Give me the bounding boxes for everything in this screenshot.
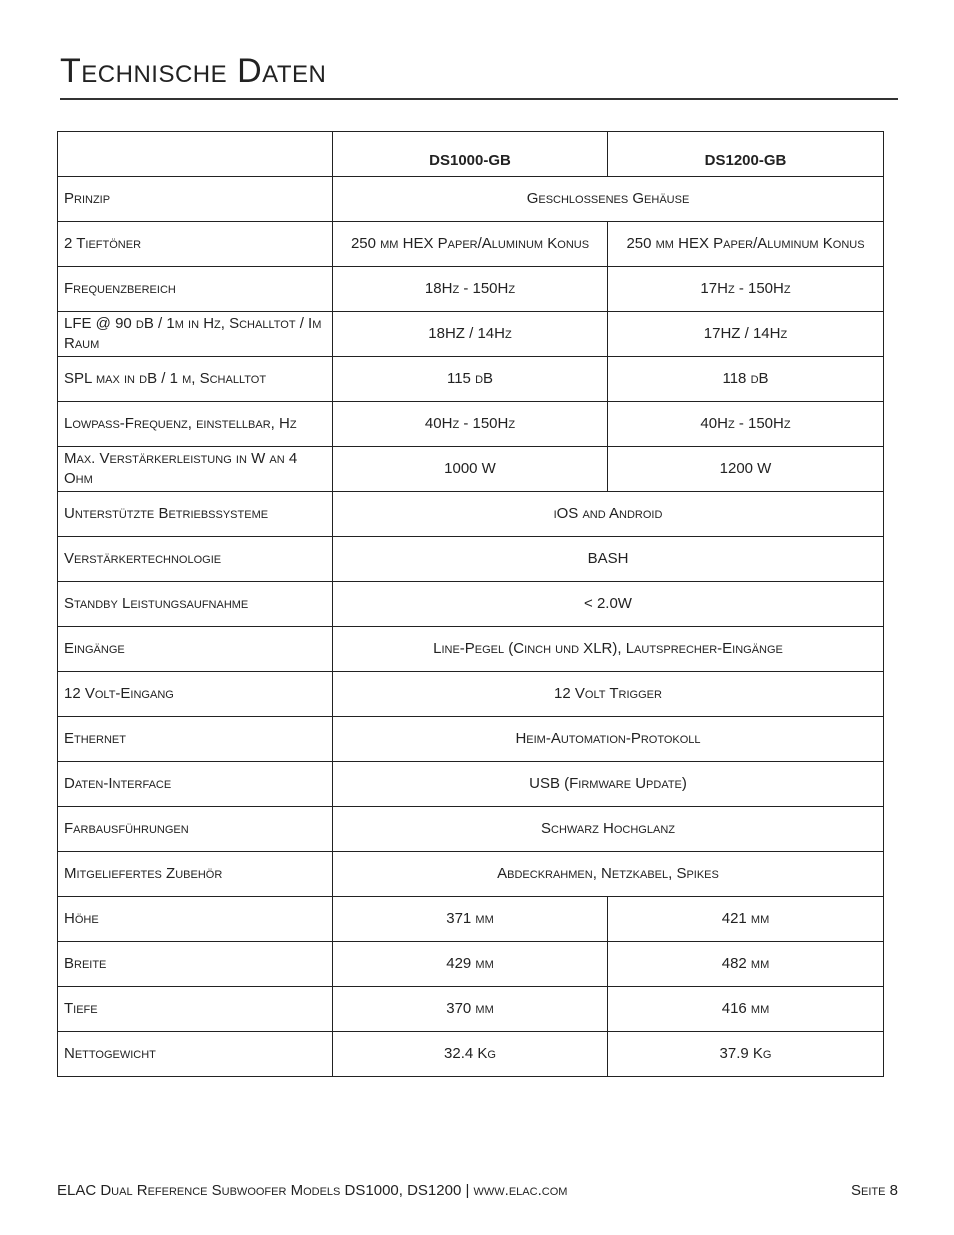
ds1200-value: 40Hz - 150Hz	[608, 402, 884, 447]
row-label: Prinzip	[58, 177, 333, 222]
table-row	[58, 357, 884, 402]
shared-value: Line-Pegel (Cinch und XLR), Lautsprecher-Eingänge	[333, 627, 884, 672]
table-row	[58, 312, 884, 357]
ds1000-value: 115 dB	[333, 357, 608, 402]
row-label: Daten-Interface	[58, 762, 333, 807]
ds1200-value: 17HZ / 14Hz	[608, 312, 884, 357]
header-cell-ds1000: DS1000-GB	[333, 132, 608, 177]
row-label: Verstärkertechnologie	[58, 537, 333, 582]
shared-value: USB (Firmware Update)	[333, 762, 884, 807]
ds1000-value: 370 mm	[333, 987, 608, 1032]
ds1000-value: 18HZ / 14Hz	[333, 312, 608, 357]
table-row	[58, 177, 884, 222]
row-label: 12 Volt-Eingang	[58, 672, 333, 717]
table-row	[58, 222, 884, 267]
ds1200-value: 482 mm	[608, 942, 884, 987]
shared-value: Abdeckrahmen, Netzkabel, Spikes	[333, 852, 884, 897]
row-label: Standby Leistungsaufnahme	[58, 582, 333, 627]
title-divider	[60, 98, 898, 100]
ds1200-value: 421 mm	[608, 897, 884, 942]
shared-value: Schwarz Hochglanz	[333, 807, 884, 852]
row-label: LFE @ 90 dB / 1m in Hz, Schalltot / Im Raum	[58, 312, 333, 357]
row-label: Farbausführungen	[58, 807, 333, 852]
ds1000-value: 429 mm	[333, 942, 608, 987]
shared-value: BASH	[333, 537, 884, 582]
shared-value: 12 Volt Trigger	[333, 672, 884, 717]
page-title: Technische Daten	[60, 52, 327, 90]
ds1200-value: 17Hz - 150Hz	[608, 267, 884, 312]
ds1000-value: 18Hz - 150Hz	[333, 267, 608, 312]
shared-value: < 2.0W	[333, 582, 884, 627]
table-row	[58, 627, 884, 672]
ds1200-value: 118 dB	[608, 357, 884, 402]
table-row	[58, 897, 884, 942]
row-label: Mitgeliefertes Zubehör	[58, 852, 333, 897]
row-label: Breite	[58, 942, 333, 987]
shared-value: Heim-Automation-Protokoll	[333, 717, 884, 762]
shared-value: Geschlossenes Gehäuse	[333, 177, 884, 222]
row-label: Unterstützte Betriebssysteme	[58, 492, 333, 537]
table-row	[58, 807, 884, 852]
spec-table-body	[58, 177, 884, 1077]
header-cell-ds1200: DS1200-GB	[608, 132, 884, 177]
table-row	[58, 537, 884, 582]
shared-value: iOS and Android	[333, 492, 884, 537]
row-label: Frequenzbereich	[58, 267, 333, 312]
table-row	[58, 447, 884, 492]
table-row	[58, 852, 884, 897]
ds1000-value: 250 mm HEX Paper/Aluminum Konus	[333, 222, 608, 267]
footer-text: ELAC Dual Reference Subwoofer Models DS1000, DS1200 | www.elac.com	[57, 1182, 568, 1199]
table-row	[58, 672, 884, 717]
row-label: Ethernet	[58, 717, 333, 762]
ds1200-value: 250 mm HEX Paper/Aluminum Konus	[608, 222, 884, 267]
row-label: 2 Tieftöner	[58, 222, 333, 267]
table-row	[58, 267, 884, 312]
ds1200-value: 416 mm	[608, 987, 884, 1032]
row-label: SPL max in dB / 1 m, Schalltot	[58, 357, 333, 402]
ds1000-value: 1000 W	[333, 447, 608, 492]
row-label: Eingänge	[58, 627, 333, 672]
row-label: Nettogewicht	[58, 1032, 333, 1077]
row-label: Höhe	[58, 897, 333, 942]
ds1200-value: 1200 W	[608, 447, 884, 492]
row-label: Lowpass-Frequenz, einstellbar, Hz	[58, 402, 333, 447]
table-row	[58, 492, 884, 537]
header-cell-blank	[58, 132, 333, 177]
table-row	[58, 762, 884, 807]
ds1000-value: 371 mm	[333, 897, 608, 942]
table-row	[58, 1032, 884, 1077]
table-row	[58, 987, 884, 1032]
table-header-row	[58, 132, 884, 177]
table-row	[58, 402, 884, 447]
row-label: Tiefe	[58, 987, 333, 1032]
ds1000-value: 40Hz - 150Hz	[333, 402, 608, 447]
table-row	[58, 582, 884, 627]
table-row	[58, 717, 884, 762]
table-row	[58, 942, 884, 987]
ds1200-value: 37.9 Kg	[608, 1032, 884, 1077]
page-number: Seite 8	[851, 1182, 898, 1199]
row-label: Max. Verstärkerleistung in W an 4 Ohm	[58, 447, 333, 492]
spec-table	[57, 131, 884, 1077]
ds1000-value: 32.4 Kg	[333, 1032, 608, 1077]
